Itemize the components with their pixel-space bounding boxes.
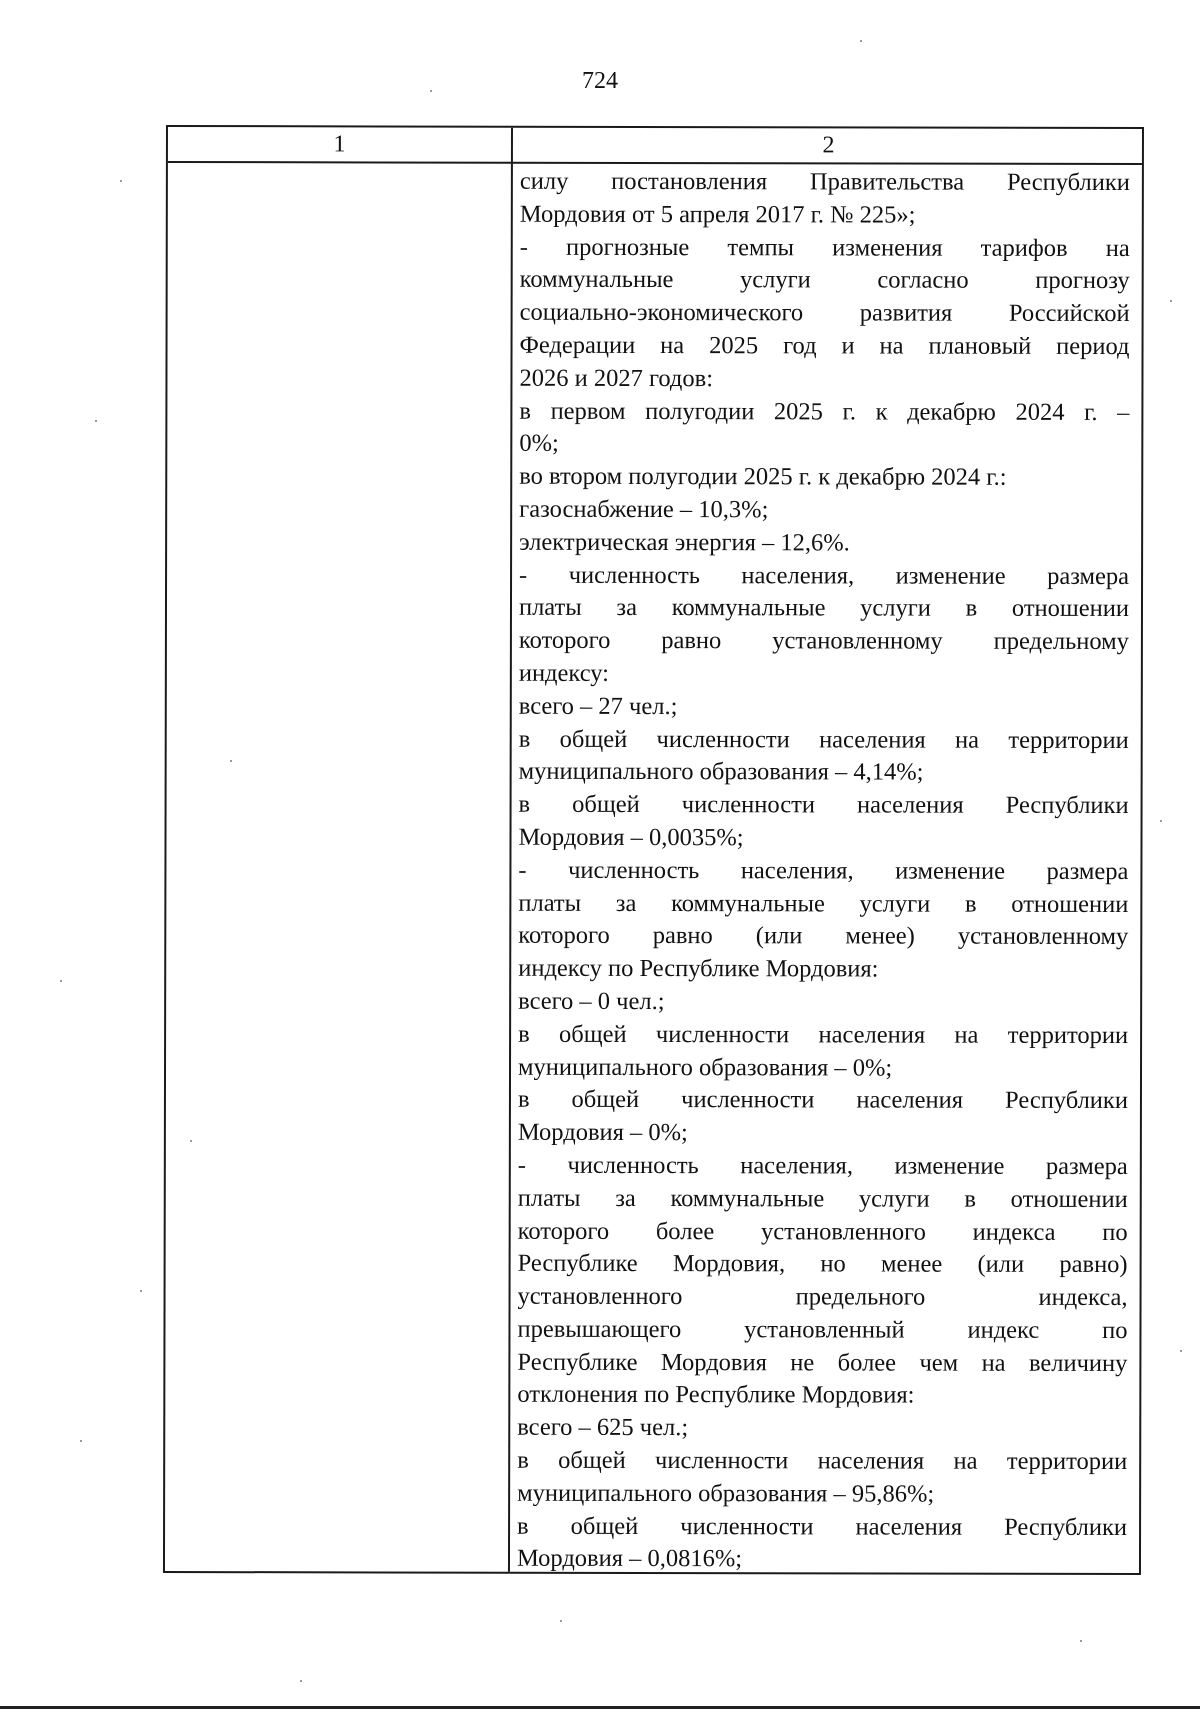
text-line: которого более установленного индекса по [517,1217,1128,1246]
text-line: муниципального образования – 95,86%; [517,1479,935,1508]
text-line: Мордовия от 5 апреля 2017 г. № 225»; [519,200,916,229]
scan-speck [860,40,862,42]
text-line: в общей численности населения на территории [517,1446,1128,1476]
text-line: газоснабжение – 10,3%; [519,495,769,524]
text-line: в общей численности населения на территории [518,725,1129,754]
text-line: всего – 27 чел.; [518,692,678,720]
text-line: платы за коммунальные услуги в отношении [517,1184,1128,1213]
text-line: 2026 и 2027 годов: [519,364,714,392]
column-header-2: 2 [822,132,835,159]
text-line: установленного предельного индекса, [517,1282,1128,1312]
scan-speck [1080,1640,1082,1642]
scan-bottom-edge [0,1706,1200,1709]
scan-speck [430,90,432,92]
text-line: в первом полугодии 2025 г. к декабрю 2024 г. – [519,397,1130,426]
text-line: превышающего установленный индекс по [517,1315,1128,1344]
text-line: в общей численности населения Республики [517,1086,1128,1115]
scan-speck [190,1140,192,1142]
text-line: Мордовия – 0%; [517,1118,688,1147]
scan-speck [60,980,62,982]
text-line: Мордовия – 0,0035%; [518,823,744,852]
scan-speck [1170,300,1172,302]
text-line: в общей численности населения Республики [517,1512,1128,1541]
text-line: которого равно установленному предельному [518,626,1129,656]
text-line: Республике Мордовия, но менее (или равно) [517,1250,1128,1279]
text-line: коммунальные услуги согласно прогнозу [519,266,1130,295]
text-line: 0%; [519,430,559,458]
text-line: социально-экономического развития Российской [519,298,1130,328]
scan-speck [120,180,122,182]
text-line: индексу по Республике Мордовия: [518,954,879,983]
text-line: - численность населения, изменение размера [519,561,1130,590]
scan-speck [560,1620,562,1622]
text-line: муниципального образования – 0%; [518,1053,893,1082]
column-2-content [517,166,1130,1578]
text-line: платы за коммунальные услуги в отношении [518,889,1129,918]
text-line: - численность населения, изменение размера [518,856,1129,885]
text-line: Федерации на 2025 год и на плановый период [519,331,1130,361]
text-line: Мордовия – 0,0816%; [516,1545,743,1573]
column-divider [508,128,513,1572]
table-header-row [168,127,1142,165]
text-line: силу постановления Правительства Республики [519,167,1130,197]
scan-speck [140,1290,142,1292]
scan-speck [95,420,97,422]
text-line: в общей численности населения на территории [518,1020,1129,1049]
scan-speck [230,760,232,762]
text-line: отклонения по Республике Мордовия: [517,1381,915,1410]
text-line: - численность населения, изменение размера [517,1151,1128,1180]
scan-speck [1180,1350,1182,1352]
text-line: платы за коммунальные услуги в отношении [518,594,1130,623]
scan-speck [300,1680,302,1682]
text-line: муниципального образования – 4,14%; [518,758,924,786]
text-line: - прогнозные темпы изменения тарифов на [519,233,1130,262]
text-line: всего – 625 чел.; [517,1414,689,1442]
column-header-1: 1 [333,131,346,158]
text-line: в общей численности населения Республики [518,790,1129,820]
scan-speck [1160,820,1162,822]
text-line: всего – 0 чел.; [518,987,665,1015]
document-table [163,125,1144,1575]
text-line: Республике Мордовия не более чем на величину [517,1348,1128,1377]
text-line: индексу: [518,659,610,687]
text-line: которого равно (или менее) установленному [518,922,1129,951]
text-line: во втором полугодии 2025 г. к декабрю 2024 г.: [519,462,1007,491]
text-line: электрическая энергия – 12,6%. [519,528,850,557]
scan-speck [80,1440,82,1442]
page-number: 724 [582,68,618,94]
